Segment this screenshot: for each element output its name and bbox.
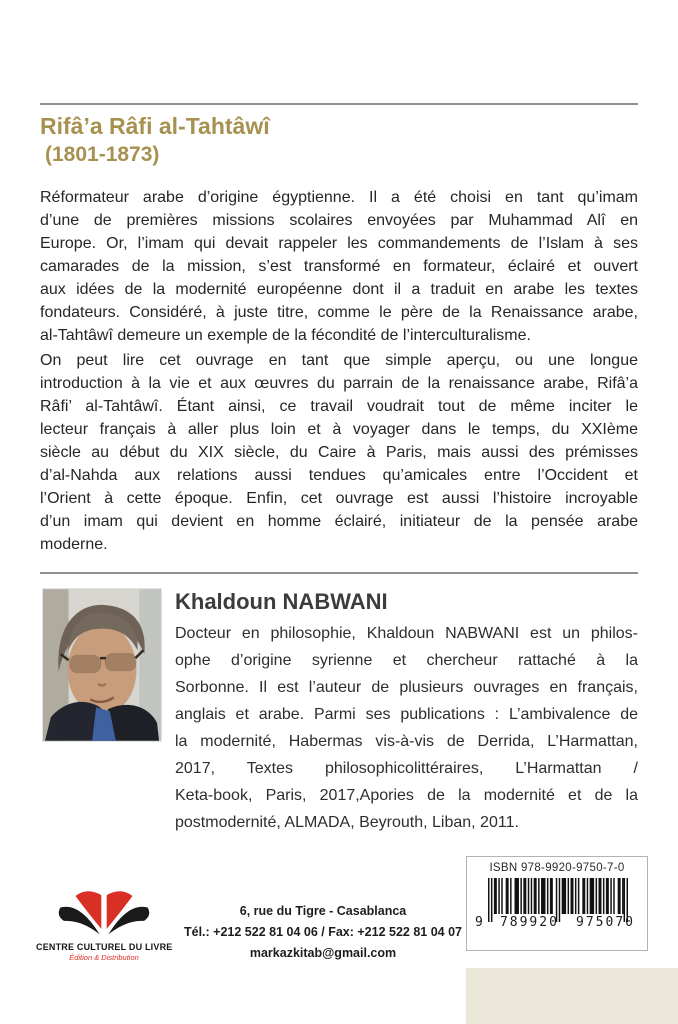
publisher-block [36,884,172,962]
text-line: d’un imam qui devient en homme éclairé, initiateur de la pensée arabe [40,513,638,530]
text-line: On peut lire cet ouvrage en tant que simple aperçu, ou une longue [40,352,638,369]
author-bio [175,620,638,836]
synopsis-paragraph-2 [40,349,638,556]
text-line: aux idées de la modernité européenne dont il a traduit en arabe les textes [40,281,638,298]
isbn-digit-group-2: 975070 [576,915,635,930]
text-line: Europe. Or, l’imam qui devait rappeler les commandements de l’Islam à ses [40,235,638,252]
publisher-email: markazkitab@gmail.com [249,946,397,960]
text-line: Keta-book, Paris, 2017,Apories de la modernité et de la [175,787,638,804]
text-line: lecteur français à aller plus loin et à voyager dans le temps, du XXIème [40,421,638,438]
publisher-address: 6, rue du Tigre - Casablanca [239,904,407,918]
text-line: Réformateur arabe d’origine égyptienne. Il a été choisi en tant qu’imam [40,189,638,206]
text-line: d’al-Nahda aux relations aussi tendues qu’amicales entre l’Occident et [40,467,638,484]
publisher-contact-block [158,901,488,964]
cover-flap-area [466,968,678,1024]
isbn-digit-prefix: 9 [475,915,483,930]
text-line: l’Orient à cette époque. Enfin, cet ouvrage est aussi l’histoire incroyable [40,490,638,507]
text-line: fondateurs. Considéré, à juste titre, comme le père de la Renaissance arabe, [40,304,638,321]
isbn-digits [475,915,635,930]
publisher-name: CENTRE CULTUREL DU LIVRE [36,942,173,952]
subject-years: (1801-1873) [45,143,160,166]
publisher-phone-fax: Tél.: +212 522 81 04 06 / Fax: +212 522 81 04 07 [184,925,462,939]
isbn-barcode [466,856,648,951]
text-line: Râfi’ al-Tahtâwî. Étant ainsi, ce travail voudrait tout de même inciter le [40,398,638,415]
text-line: ophe d’origine syrienne et chercheur rattaché à la [175,652,638,669]
text-line: al-Tahtâwî demeure un exemple de la fécondité de l’interculturalisme. [40,327,531,344]
open-book-logo-icon [55,884,153,940]
text-line: 2017, Textes philosophicolittéraires, L’Harmattan / [175,760,638,777]
isbn-digit-group-1: 789920 [499,915,559,930]
text-line: anglais et arabe. Parmi ses publications : L’ambivalence de [175,706,638,723]
author-section-divider [40,572,638,574]
text-line: d’une de premières missions scolaires envoyées par Muhammad Alî en [40,212,638,229]
publisher-tagline: Édition & Distribution [69,953,139,962]
text-line: siècle au début du XIX siècle, du Caire à Paris, mais aussi des prémisses [40,444,638,461]
author-portrait-illustration [43,589,161,741]
isbn-number-label: ISBN 978-9920-9750-7-0 [489,862,625,874]
text-line: camarades de la mission, s’est transformé en formateur, éclairé et ouvert [40,258,638,275]
synopsis-paragraph-1 [40,186,638,347]
text-line: la modernité, Habermas vis-à-vis de Derrida, L’Harmattan, [175,733,638,750]
top-divider [40,103,638,105]
author-photo [42,588,162,742]
text-line: Sorbonne. Il est l’auteur de plusieurs ouvrages en français, [175,679,638,696]
text-line: moderne. [40,536,108,553]
book-title: Rifâ’a Râfi al-Tahtâwî [40,113,270,139]
author-name: Khaldoun NABWANI [175,589,388,614]
text-line: postmodernité, ALMADA, Beyrouth, Liban, 2011. [175,814,519,831]
text-line: Docteur en philosophie, Khaldoun NABWANI est un philos- [175,625,638,642]
text-line: introduction à la vie et aux œuvres du parrain de la renaissance arabe, Rifâ’a [40,375,638,392]
